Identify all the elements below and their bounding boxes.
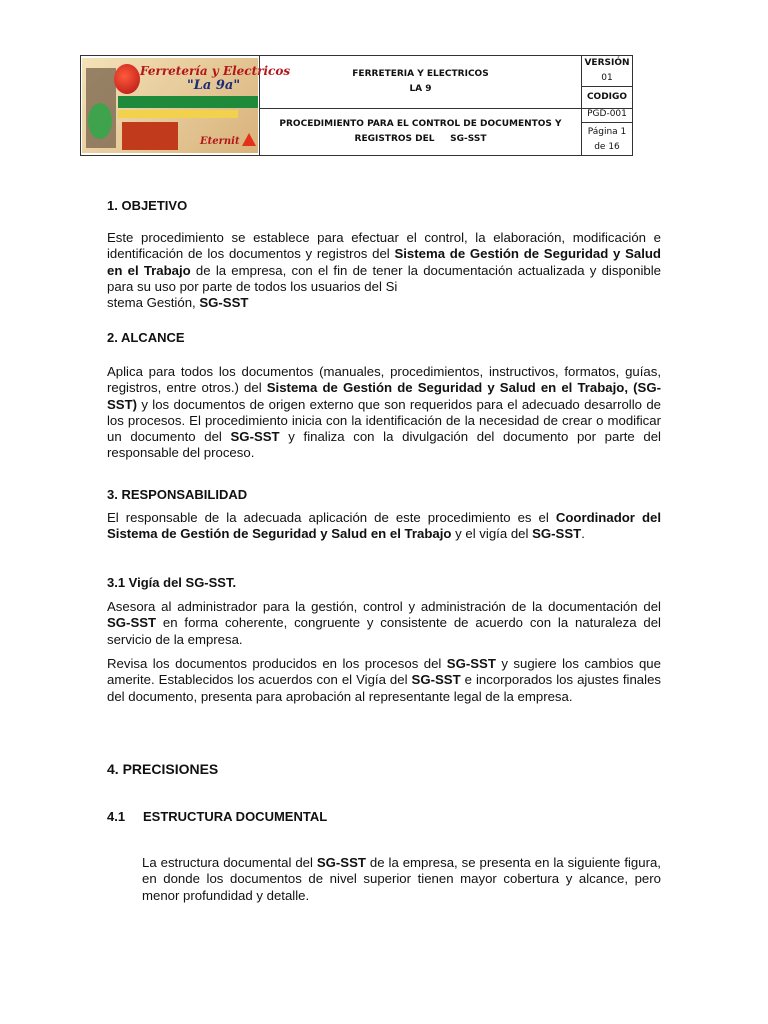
logo-band xyxy=(118,96,258,108)
subheading-estructura: ESTRUCTURA DOCUMENTAL xyxy=(143,809,328,824)
text: de la empresa, con el fin de tener la documentación actualizada y disponible para su uso por parte de todos los usuarios del Si xyxy=(107,262,661,294)
company-line2: LA 9 xyxy=(409,84,432,94)
page-cell xyxy=(582,109,633,156)
logo-address-box xyxy=(122,122,178,150)
bold-text: SG-SST xyxy=(446,656,496,671)
text: de la empresa, se presenta en la siguiente figura, en donde los documentos de nivel superior tienen mayor cobertura y alcance, pero menor profundidad y detalle. xyxy=(142,855,661,903)
heading-alcance: 2. ALCANCE xyxy=(107,330,185,345)
logo-brand: Ferretería y Electricos xyxy=(140,64,291,78)
company-logo xyxy=(82,58,291,153)
logo-bulb-icon xyxy=(88,103,112,139)
text: en forma coherente, congruente y consistente de acuerdo con la naturaleza del servicio de la empresa. xyxy=(107,615,661,647)
page-line1: Página 1 xyxy=(587,127,627,137)
logo-band-yellow xyxy=(118,110,238,118)
code-label: CODIGO xyxy=(586,92,628,102)
text: y sugiere los cambios que amerite. Establecidos los acuerdos con el Vigía del xyxy=(107,656,661,688)
bold-text: Sistema de Gestión de Seguridad y Salud en el Trabajo, (SG-SST) xyxy=(107,380,661,412)
bold-text: Sistema de Gestión de Seguridad y Salud en el Trabajo xyxy=(107,246,661,278)
version-cell xyxy=(582,56,633,87)
subheading-number: 4.1 xyxy=(107,809,126,824)
bold-text: Coordinador del Sistema de Gestión de Seguridad y Salud en el Trabajo xyxy=(107,510,661,542)
text: Aplica para todos los documentos (manuales, procedimientos, instructivos, formatos, guías, registros, entre otros.) del xyxy=(107,364,661,396)
bold-text: SG-SST xyxy=(532,526,582,542)
version-label: VERSIÓN xyxy=(584,58,630,68)
procedure-line1: PROCEDIMIENTO PARA EL CONTROL DE DOCUMENTOS Y xyxy=(279,119,562,129)
paragraph-vigia-1 xyxy=(107,599,661,648)
procedure-title-cell xyxy=(260,109,582,156)
page-line2: de 16 xyxy=(594,142,620,152)
logo-emblem-icon xyxy=(114,64,140,94)
text: Revisa los documentos producidos en los procesos del xyxy=(107,656,447,671)
paragraph-estructura xyxy=(142,855,661,904)
heading-precisiones: 4. PRECISIONES xyxy=(107,761,219,777)
text: El responsable de la adecuada aplicación de este procedimiento es el xyxy=(107,510,556,525)
heading-objetivo: 1. OBJETIVO xyxy=(107,198,188,213)
paragraph-alcance xyxy=(107,364,661,462)
document-header xyxy=(80,55,633,156)
text: y los documentos de origen externo que son requeridos para el adecuado desarrollo de los procesos. El procedimiento inicia con la identificación de la necesidad de crear o modificar un documento del xyxy=(107,396,661,445)
text: y el vigía del xyxy=(451,526,533,542)
logo-eternit: Eternit xyxy=(200,136,240,147)
code-value: PGD-001 xyxy=(582,107,632,123)
text: stema Gestión, xyxy=(107,295,200,311)
company-name-cell xyxy=(260,56,582,109)
bold-text: SG-SST xyxy=(230,429,280,445)
text: La estructura documental del xyxy=(142,855,317,870)
bold-text: SG-SST xyxy=(199,295,249,311)
text: . xyxy=(581,526,585,542)
paragraph-vigia-2 xyxy=(107,656,661,705)
procedure-line2: REGISTROS DEL SG-SST xyxy=(354,134,487,144)
text: Asesora al administrador para la gestión, control y administración de la documentación del xyxy=(107,599,661,614)
bold-text: SG-SST xyxy=(107,615,157,631)
company-logo-cell xyxy=(81,56,291,156)
text: y finaliza con la divulgación del documento por parte del responsable del proceso. xyxy=(107,429,661,461)
text: Este procedimiento se establece para efectuar el control, la elaboración, modificación e identificación de los documentos y registros del xyxy=(107,230,661,262)
bold-text: SG-SST xyxy=(316,855,366,870)
version-value: 01 xyxy=(601,73,613,83)
company-line1: FERRETERIA Y ELECTRICOS xyxy=(352,69,489,79)
text: e incorporados los ajustes finales del documento, presenta para aprobación al representante legal de la empresa. xyxy=(107,672,661,704)
bold-text: SG-SST xyxy=(411,672,461,688)
code-cell xyxy=(582,87,633,109)
paragraph-responsabilidad xyxy=(107,510,661,543)
heading-vigia: 3.1 Vigía del SG-SST. xyxy=(107,575,237,590)
logo-sub: "La 9a" xyxy=(187,78,241,93)
heading-responsabilidad: 3. RESPONSABILIDAD xyxy=(107,487,248,502)
paragraph-objetivo xyxy=(107,230,661,311)
logo-triangle-icon xyxy=(242,133,256,146)
